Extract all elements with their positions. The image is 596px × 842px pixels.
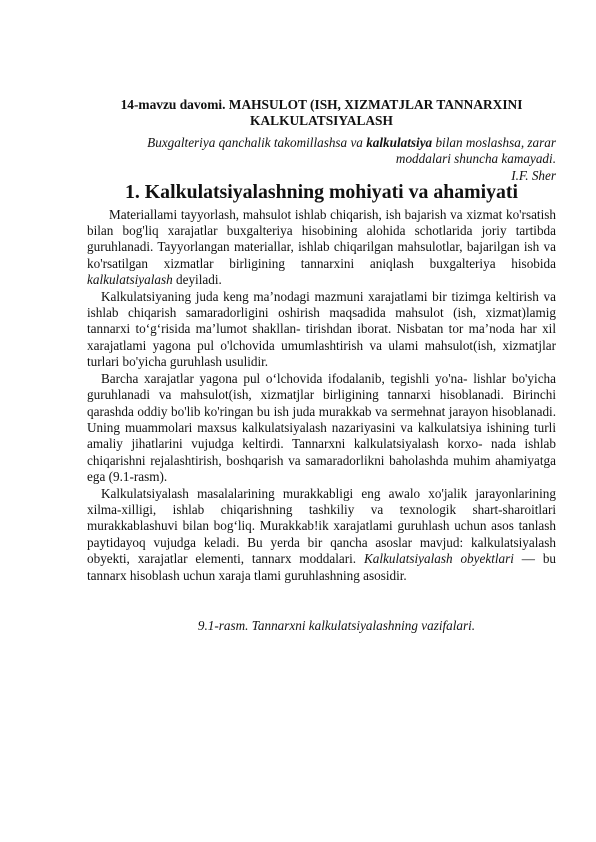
epigraph-author: I.F. Sher [511, 167, 556, 183]
paragraph-4-term: Kalkulatsiyalash obyektlari [363, 551, 514, 567]
paragraph-1-text-a: Materiallami tayyorlash, mahsulot ishlab chiqarish, ish bajarish va xizmat ko'rsatish bilan bog'liq xarajatlar buxgalteriya hisobining alohida schotlarida joriy tartibda guruhlanadi. Tayyorlangan materiallar, ishlab chiqarilgan mahsulotlar, bajarilgan ish va ko'rsatilgan xizmatlar birligining tannarxini aniqlash buxgalteriya hisobida [87, 206, 556, 271]
section-heading: 1. Kalkulatsiyalashning mohiyati va ahamiyati [125, 181, 518, 204]
document-page [87, 97, 556, 634]
paragraph-2: Kalkulatsiyaning juda keng ma’nodagi mazmuni xarajatlami bir tizimga keltirish va ishlab chiqarish samaradorligini oshirish maqsadida mahsulot (ish, xizmat)lamig tannarxi to‘g‘risida ma’lumot shakllan- tirishdan iborat. Nisbatan tor ma’noda har xil xarajatlami yagona pul o'lchovida umumlashtirish va ulami mahsulot(ish, xizmatjlar turlari bo'yicha guruhlash usulidir. [87, 288, 556, 370]
paragraph-4-text-b: — bu tannarx hisoblash uchun xaraja tlami guruhlashning asosidir. [87, 551, 557, 583]
document-title: 14-mavzu davomi. MAHSULOT (ISH, XIZMATJLAR TANNARXINI KALKULATSIYALASH [120, 97, 523, 128]
paragraph-1-term: kalkulatsiyalash [87, 272, 173, 288]
epigraph-text-after: bilan moslashsa, zarar moddalari shuncha kamayadi. [395, 135, 556, 167]
epigraph-bold-word: kalkulatsiya [366, 135, 433, 150]
epigraph-text-before: Buxgalteriya qanchalik takomillashsa va [147, 135, 367, 150]
paragraph-3: Barcha xarajatlar yagona pul o‘lchovida ifodalanib, tegishli yo'na- lishlar bo'yicha guruhlanadi va mahsulot(ish, xizmatjlar birligining tannarxi hisoblanadi. Birinchi qarashda oddiy bo'lib ko'ringan bu ish juda murakkab va sermehnat jarayon hisoblanadi. Uning muammolari maxsus kalkulatsiyalash nazariyasini va kalkulatsiya ishining turli amaliy jihatlarini vujudga keltirdi. Tannarxni kalkulatsiyalash korxo- nada ishlab chiqarishni rejalashtirish, boshqarish va samaradorlikni baholashda muhim ahamiyatga ega (9.1-rasm). [87, 370, 556, 485]
epigraph [87, 135, 556, 168]
paragraph-1 [87, 207, 556, 289]
figure-caption: 9.1-rasm. Tannarxni kalkulatsiyalashning vazifalari. [197, 617, 476, 633]
paragraph-4 [87, 486, 556, 584]
paragraph-4-text-a: Kalkulatsiyalash masalalarining murakkabligi eng awalo xo'jalik jarayonlarining xilma-xilligi, ishlab chiqarishning tashkiliy va texnologik shart-sharoitlari murakkablashuvi bilan bog‘liq. Murakkab!ik xarajatlami guruhlash uchun asos tanlash paytidayoq vujudga keladi. Bu yerda bir qancha asoslar mavjud: kalkulatsiyalash obyekti, xarajatlar elementi, tannarx moddalari. [87, 485, 556, 567]
paragraph-1-text-b: deyiladi. [172, 272, 222, 288]
